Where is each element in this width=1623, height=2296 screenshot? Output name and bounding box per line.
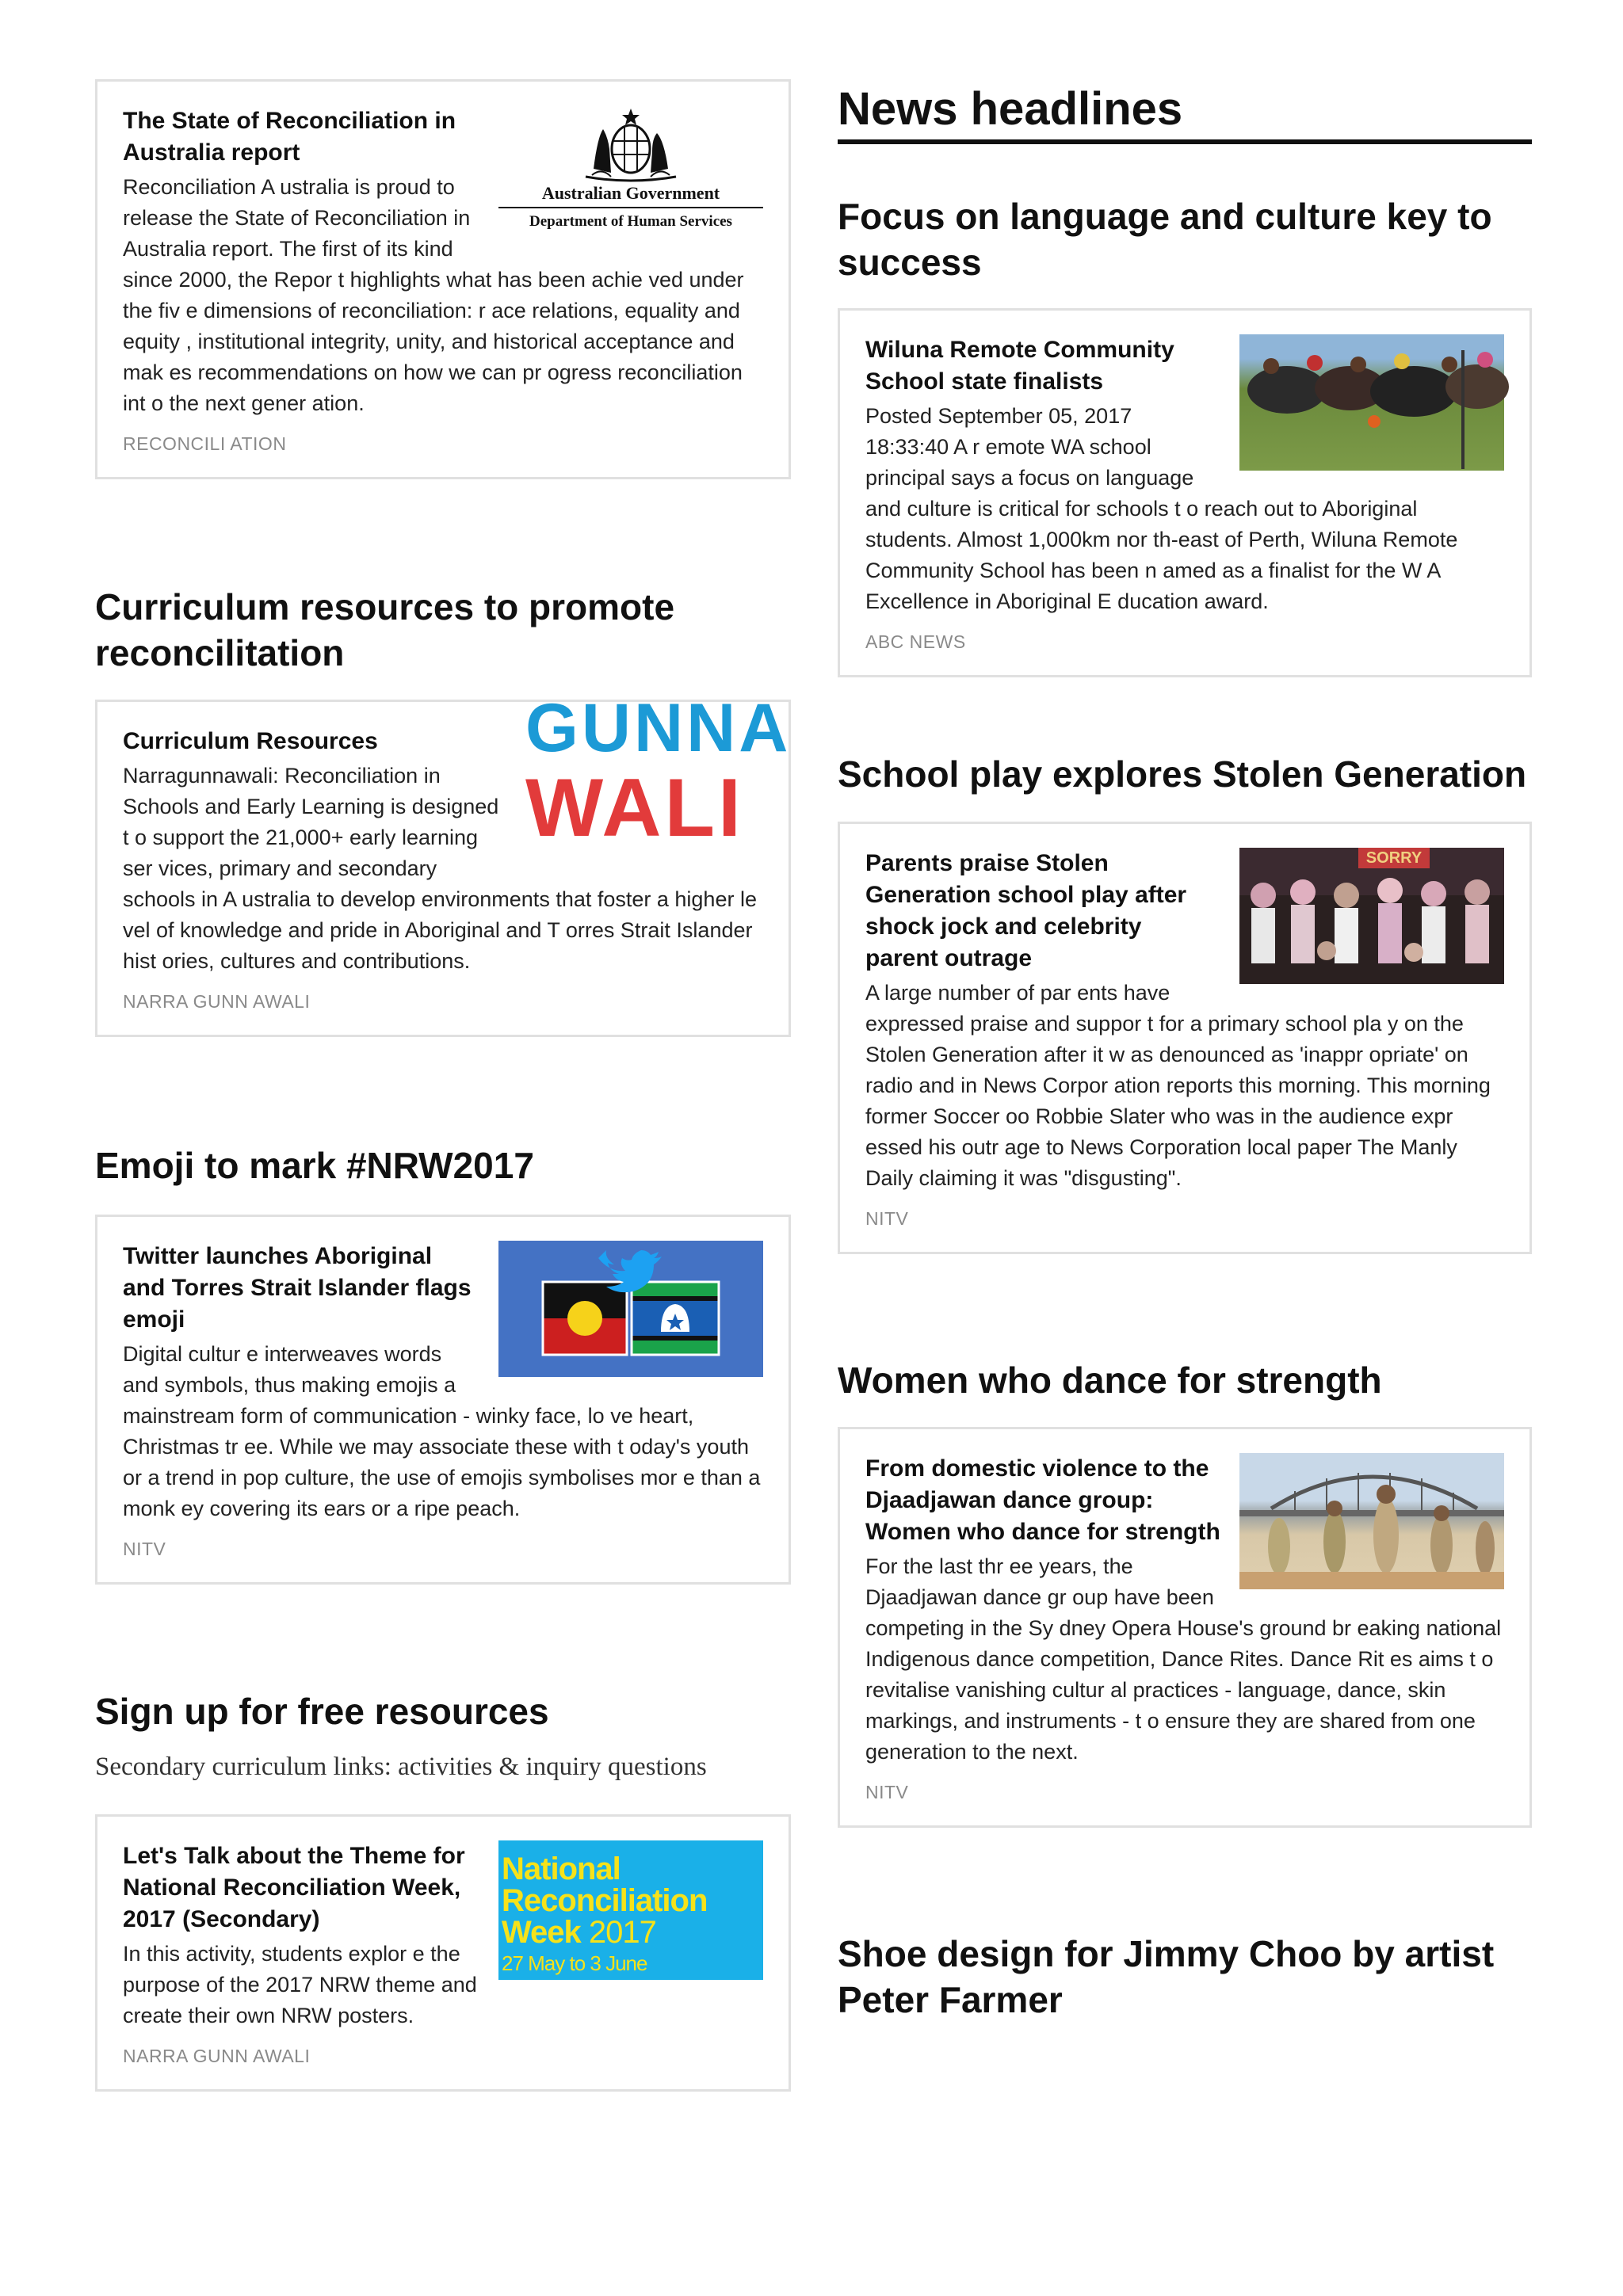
article-card-stolen-generation-play[interactable] xyxy=(838,822,1532,1254)
article-summary: Posted September 05, 2017 18:33:40 A r emote WA school principal says a focus on language and culture is critical for schools t o reach out to Aboriginal students. Almost 1,000km nor th-east of Perth, Wiluna Remote Community School has been n amed as a finalist for the W A Excellence in Aboriginal E ducation award. xyxy=(865,404,1458,613)
nrw-line-year: 2017 xyxy=(588,1915,656,1950)
article-card-wiluna[interactable] xyxy=(838,308,1532,677)
article-title[interactable]: Wiluna Remote Community School state finalists xyxy=(865,337,1174,395)
article-source: NITV xyxy=(865,1782,909,1802)
wiluna-school-photo xyxy=(1239,334,1504,471)
article-title[interactable]: Twitter launches Aboriginal and Torres Strait Islander flags emoji xyxy=(123,1243,472,1333)
school-play-photo xyxy=(1239,848,1504,984)
article-summary: Reconciliation A ustralia is proud to release the State of Reconciliation in Australia report. The first of its kind since 2000, the Repor t highlights what has been achie ved under the fiv e dimensions of reconciliation: r ace relations, equality and equity , institutional integrity, unity, and historical acceptance and mak es recommendations on how we can pr ogress reconciliation int o the next gener ation. xyxy=(123,175,744,415)
narragunnawali-logo xyxy=(525,690,792,854)
sorry-sign-text: SORRY xyxy=(1365,849,1423,867)
section-heading-shoe: Shoe design for Jimmy Choo by artist Peter Farmer xyxy=(838,1933,1495,2020)
nrw-line-national: National xyxy=(502,1852,621,1886)
article-title[interactable]: From domestic violence to the Djaadjawan dance group: Women who dance for strength xyxy=(865,1455,1220,1545)
section-heading-play: School play explores Stolen Generation xyxy=(838,753,1527,795)
twitter-flags-image xyxy=(498,1241,763,1377)
section-heading-language: Focus on language and culture key to success xyxy=(838,196,1492,283)
article-source: NITV xyxy=(865,1208,909,1229)
torres-strait-flag xyxy=(632,1282,719,1355)
article-summary: A large number of par ents have expressed praise and suppor t for a primary school pla y on the Stolen Generation after it w as denounced as 'inappr opriate' on radio and in News Corpor ation reports this morning. This morning former Soccer oo Robbie Slater who was in the audience expr essed his outr age to News Corporation local paper The Manly Daily claiming it was "disgusting". xyxy=(865,981,1491,1190)
aboriginal-flag xyxy=(543,1282,627,1355)
australian-government-logo xyxy=(498,105,763,232)
nrw-dates: 27 May to 3 June xyxy=(502,1951,647,1975)
headline-rule xyxy=(838,139,1532,144)
article-source: ABC NEWS xyxy=(865,631,966,652)
section-heading-curriculum: Curriculum resources to promote reconcilitation xyxy=(95,586,675,673)
article-summary: Digital cultur e interweaves words and symbols, thus making emojis a mainstream form of communication - winky face, lo ve heart, Christmas tr ee. While we may associate these with t oday's youth or a trend in pop culture, the use of emojis symbolises mor e than a monk ey covering its ears or a ripe peach. xyxy=(123,1342,761,1520)
article-summary: For the last thr ee years, the Djaadjawan dance gr oup have been competing in the Sy dney Opera House's ground br eaking national Indigenous dance competition, Dance Rites. Dance Rit es aims t o revitalise vanishing cultur al practices - language, dance, skin markings, and instruments - t o ensure they are shared from one generation to the next. xyxy=(865,1554,1502,1764)
article-source: NARRA GUNN AWALI xyxy=(123,2046,311,2066)
logo-text-wali: WALI xyxy=(525,762,744,854)
section-heading-dance: Women who dance for strength xyxy=(838,1360,1382,1401)
article-summary: In this activity, students explor e the purpose of the 2017 NRW theme and create their own NRW posters. xyxy=(123,1942,477,2027)
article-title[interactable]: The State of Reconciliation in Australia report xyxy=(123,108,456,166)
article-title[interactable]: Let's Talk about the Theme for National Reconciliation Week, 2017 (Secondary) xyxy=(123,1843,465,1932)
article-source: NARRA GUNN AWALI xyxy=(123,991,311,1012)
nrw-line-reconciliation: Reconciliation xyxy=(502,1883,708,1918)
logo-text-gunna: GUNNA xyxy=(525,690,792,766)
section-heading-emoji: Emoji to mark #NRW2017 xyxy=(95,1145,534,1186)
news-headlines-title: News headlines xyxy=(838,83,1183,135)
nrw-line-week: Week xyxy=(502,1915,589,1950)
article-card-djaadjawan[interactable] xyxy=(838,1427,1532,1828)
article-card-twitter-emoji[interactable] xyxy=(95,1215,791,1585)
article-source: NITV xyxy=(123,1539,166,1559)
logo-line-1: Australian Government xyxy=(498,183,763,208)
article-summary: Narragunnawali: Reconciliation in Schools and Early Learning is designed t o support the 21,000+ early learning ser vices, primary and secondary schools in A ustralia to develop environments that foster a higher le vel of knowledge and pride in Aboriginal and T orres Strait Islander hist ories, cultures and contributions. xyxy=(123,764,757,973)
section-heading-signup: Sign up for free resources xyxy=(95,1691,549,1732)
article-title[interactable]: Curriculum Resources xyxy=(123,728,378,754)
article-card-curriculum-resources[interactable] xyxy=(95,690,792,1037)
dance-group-photo xyxy=(1239,1453,1504,1589)
article-source: RECONCILI ATION xyxy=(123,433,287,454)
article-card-nrw-theme[interactable] xyxy=(95,1814,791,2092)
article-card-state-of-reconciliation[interactable] xyxy=(95,79,791,479)
signup-subtitle: Secondary curriculum links: activities & inquiry questions xyxy=(95,1753,707,1781)
logo-line-2: Department of Human Services xyxy=(529,213,732,230)
article-title[interactable]: Parents praise Stolen Generation school play after shock jock and celebrity parent outrage xyxy=(865,850,1187,971)
nrw-2017-image xyxy=(498,1840,763,1980)
